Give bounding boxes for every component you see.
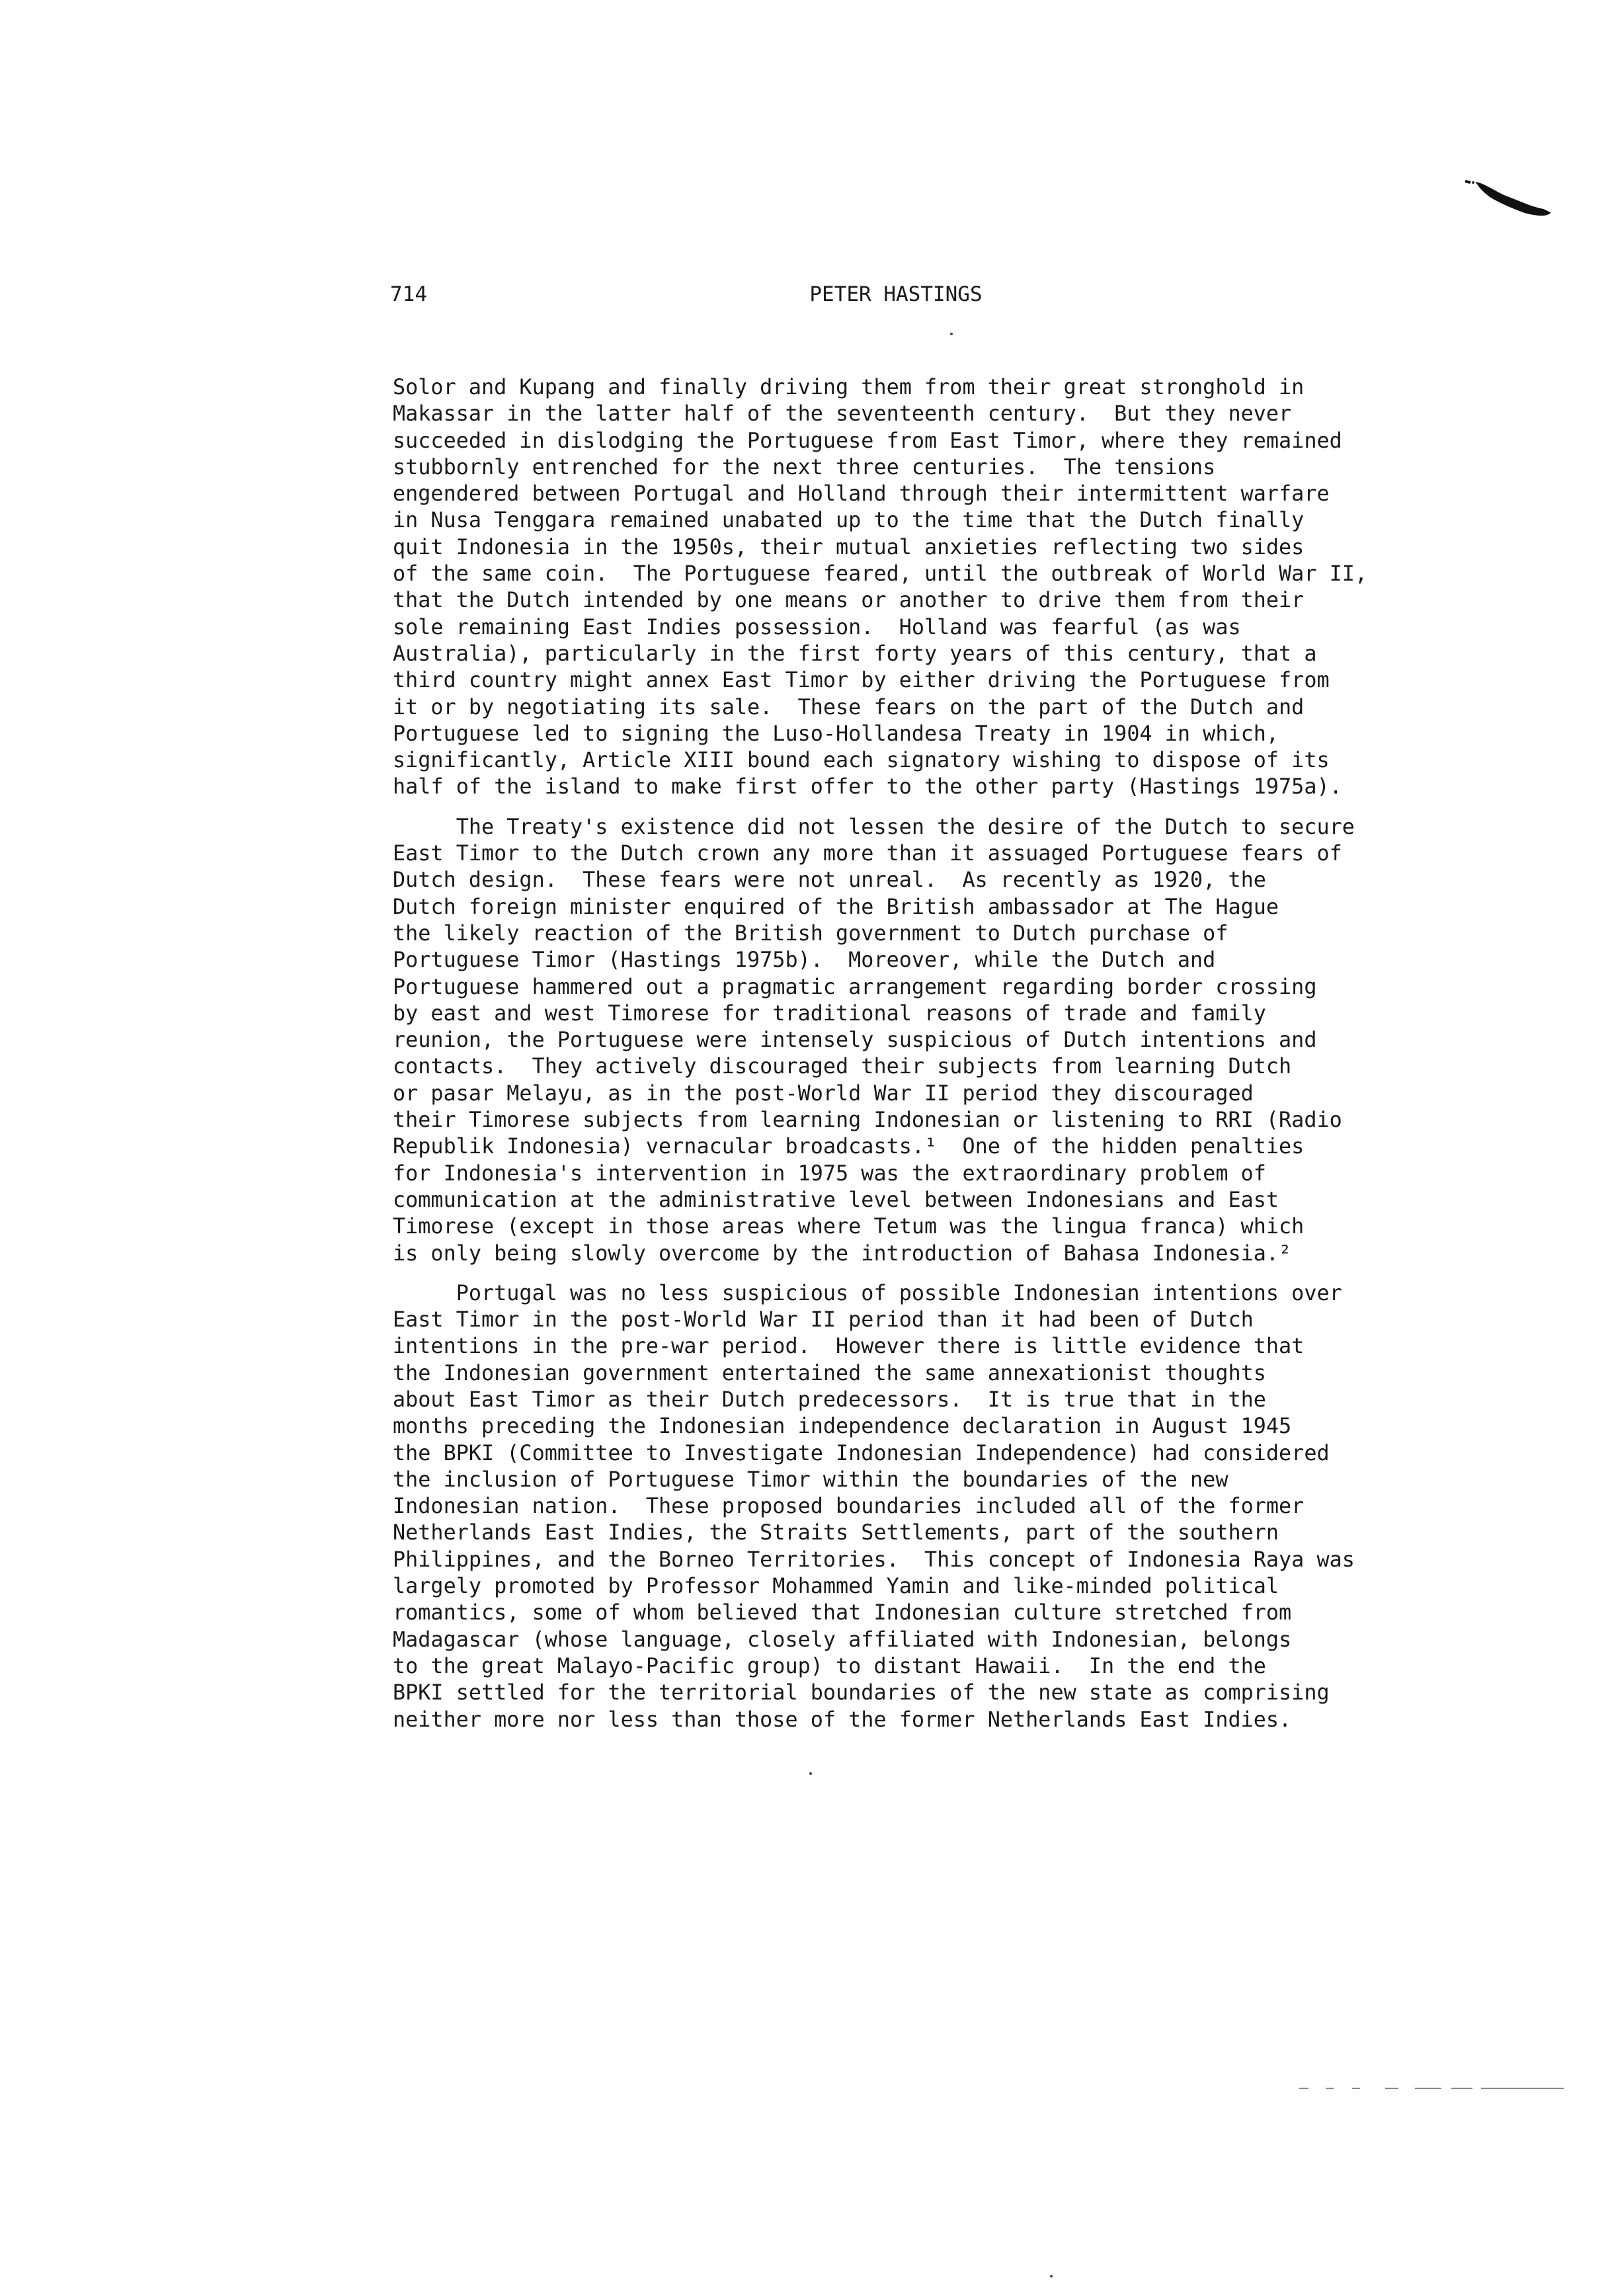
- running-title: PETER HASTINGS: [809, 282, 983, 306]
- text-line: Dutch foreign minister enquired of the British ambassador at The Hague: [393, 894, 1279, 919]
- text-line: Philippines, and the Borneo Territories. This concept of Indonesia Raya was: [393, 1547, 1355, 1572]
- text-line: the BPKI (Committee to Investigate Indonesian Independence) had considered: [393, 1440, 1330, 1465]
- scan-smudge-mark: [1461, 175, 1554, 221]
- text-line: Australia), particularly in the first forty years of this century, that a: [393, 641, 1317, 666]
- text-line: sole remaining East Indies possession. Holland was fearful (as was: [393, 614, 1241, 639]
- text-line: significantly, Article XIII bound each signatory wishing to dispose of its: [393, 748, 1330, 773]
- text-line: neither more nor less than those of the former Netherlands East Indies.: [393, 1707, 1292, 1732]
- text-line: by east and west Timorese for traditional reasons of trade and family: [393, 1001, 1266, 1026]
- text-line: East Timor to the Dutch crown any more than it assuaged Portuguese fears of: [393, 841, 1342, 866]
- text-line: to the great Malayo-Pacific group) to distant Hawaii. In the end the: [393, 1653, 1266, 1678]
- text-line: that the Dutch intended by one means or another to drive them from their: [393, 588, 1305, 613]
- text-line: quit Indonesia in the 1950s, their mutual anxieties reflecting two sides: [393, 534, 1305, 559]
- text-line: Portuguese led to signing the Luso-Hollandesa Treaty in 1904 in which,: [393, 721, 1279, 746]
- text-line: stubbornly entrenched for the next three centuries. The tensions: [393, 454, 1216, 479]
- text-line: reunion, the Portuguese were intensely suspicious of Dutch intentions and: [393, 1028, 1317, 1053]
- text-line: is only being slowly overcome by the introduction of Bahasa Indonesia.²: [393, 1241, 1292, 1266]
- text-line: about East Timor as their Dutch predecessors. It is true that in the: [393, 1387, 1266, 1412]
- text-line: Solor and Kupang and finally driving them from their great stronghold in: [393, 375, 1305, 399]
- text-line: of the same coin. The Portuguese feared, until the outbreak of World War II,: [393, 561, 1368, 587]
- text-line: Indonesian nation. These proposed boundaries included all of the former: [393, 1494, 1305, 1519]
- paragraph-3: [393, 1280, 1424, 1733]
- text-line: romantics, some of whom believed that Indonesian culture stretched from: [393, 1600, 1292, 1625]
- scan-speck: [1050, 2275, 1053, 2277]
- text-line: The Treaty's existence did not lessen the desire of the Dutch to secure: [393, 814, 1355, 839]
- text-line: Portugal was no less suspicious of possible Indonesian intentions over: [393, 1280, 1342, 1305]
- text-line: contacts. They actively discouraged their subjects from learning Dutch: [393, 1054, 1292, 1079]
- scan-edge-line: [1299, 2086, 1564, 2090]
- text-line: Dutch design. These fears were not unreal. As recently as 1920, the: [393, 868, 1266, 893]
- text-line: the Indonesian government entertained the same annexationist thoughts: [393, 1360, 1266, 1385]
- text-line: succeeded in dislodging the Portuguese from East Timor, where they remained: [393, 428, 1342, 453]
- text-line: Timorese (except in those areas where Tetum was the lingua franca) which: [393, 1214, 1305, 1239]
- paragraph-1: [393, 374, 1424, 801]
- text-line: engendered between Portugal and Holland through their intermittent warfare: [393, 481, 1330, 507]
- text-line: Netherlands East Indies, the Straits Settlements, part of the southern: [393, 1520, 1279, 1545]
- text-line: BPKI settled for the territorial boundaries of the new state as comprising: [393, 1680, 1330, 1705]
- text-line: half of the island to make first offer to the other party (Hastings 1975a).: [393, 774, 1342, 800]
- text-line: Makassar in the latter half of the seventeenth century. But they never: [393, 401, 1292, 427]
- text-line: third country might annex East Timor by either driving the Portuguese from: [393, 668, 1330, 693]
- text-line: Portuguese Timor (Hastings 1975b). Moreover, while the Dutch and: [393, 948, 1216, 973]
- text-line: or pasar Melayu, as in the post-World War II period they discouraged: [393, 1081, 1254, 1106]
- text-line: Republik Indonesia) vernacular broadcasts.¹ One of the hidden penalties: [393, 1134, 1305, 1159]
- paragraph-2: [393, 814, 1424, 1267]
- body-text: [393, 374, 1424, 1746]
- scan-speck: [809, 1772, 812, 1775]
- text-line: communication at the administrative level between Indonesians and East: [393, 1187, 1279, 1212]
- scan-speck: [950, 333, 953, 335]
- text-line: intentions in the pre-war period. However there is little evidence that: [393, 1334, 1305, 1359]
- running-head: [390, 281, 1402, 308]
- page-number: 714: [390, 282, 427, 306]
- text-line: the likely reaction of the British government to Dutch purchase of: [393, 921, 1228, 946]
- text-line: Portuguese hammered out a pragmatic arrangement regarding border crossing: [393, 974, 1317, 999]
- text-line: months preceding the Indonesian independence declaration in August 1945: [393, 1414, 1292, 1439]
- text-line: Madagascar (whose language, closely affiliated with Indonesian, belongs: [393, 1627, 1292, 1652]
- text-line: their Timorese subjects from learning Indonesian or listening to RRI (Radio: [393, 1108, 1342, 1133]
- text-line: largely promoted by Professor Mohammed Yamin and like-minded political: [393, 1574, 1279, 1599]
- text-line: East Timor in the post-World War II period than it had been of Dutch: [393, 1307, 1254, 1332]
- text-line: the inclusion of Portuguese Timor within the boundaries of the new: [393, 1467, 1228, 1492]
- text-line: it or by negotiating its sale. These fears on the part of the Dutch and: [393, 694, 1305, 719]
- text-line: for Indonesia's intervention in 1975 was the extraordinary problem of: [393, 1161, 1266, 1186]
- text-line: in Nusa Tenggara remained unabated up to the time that the Dutch finally: [393, 508, 1305, 533]
